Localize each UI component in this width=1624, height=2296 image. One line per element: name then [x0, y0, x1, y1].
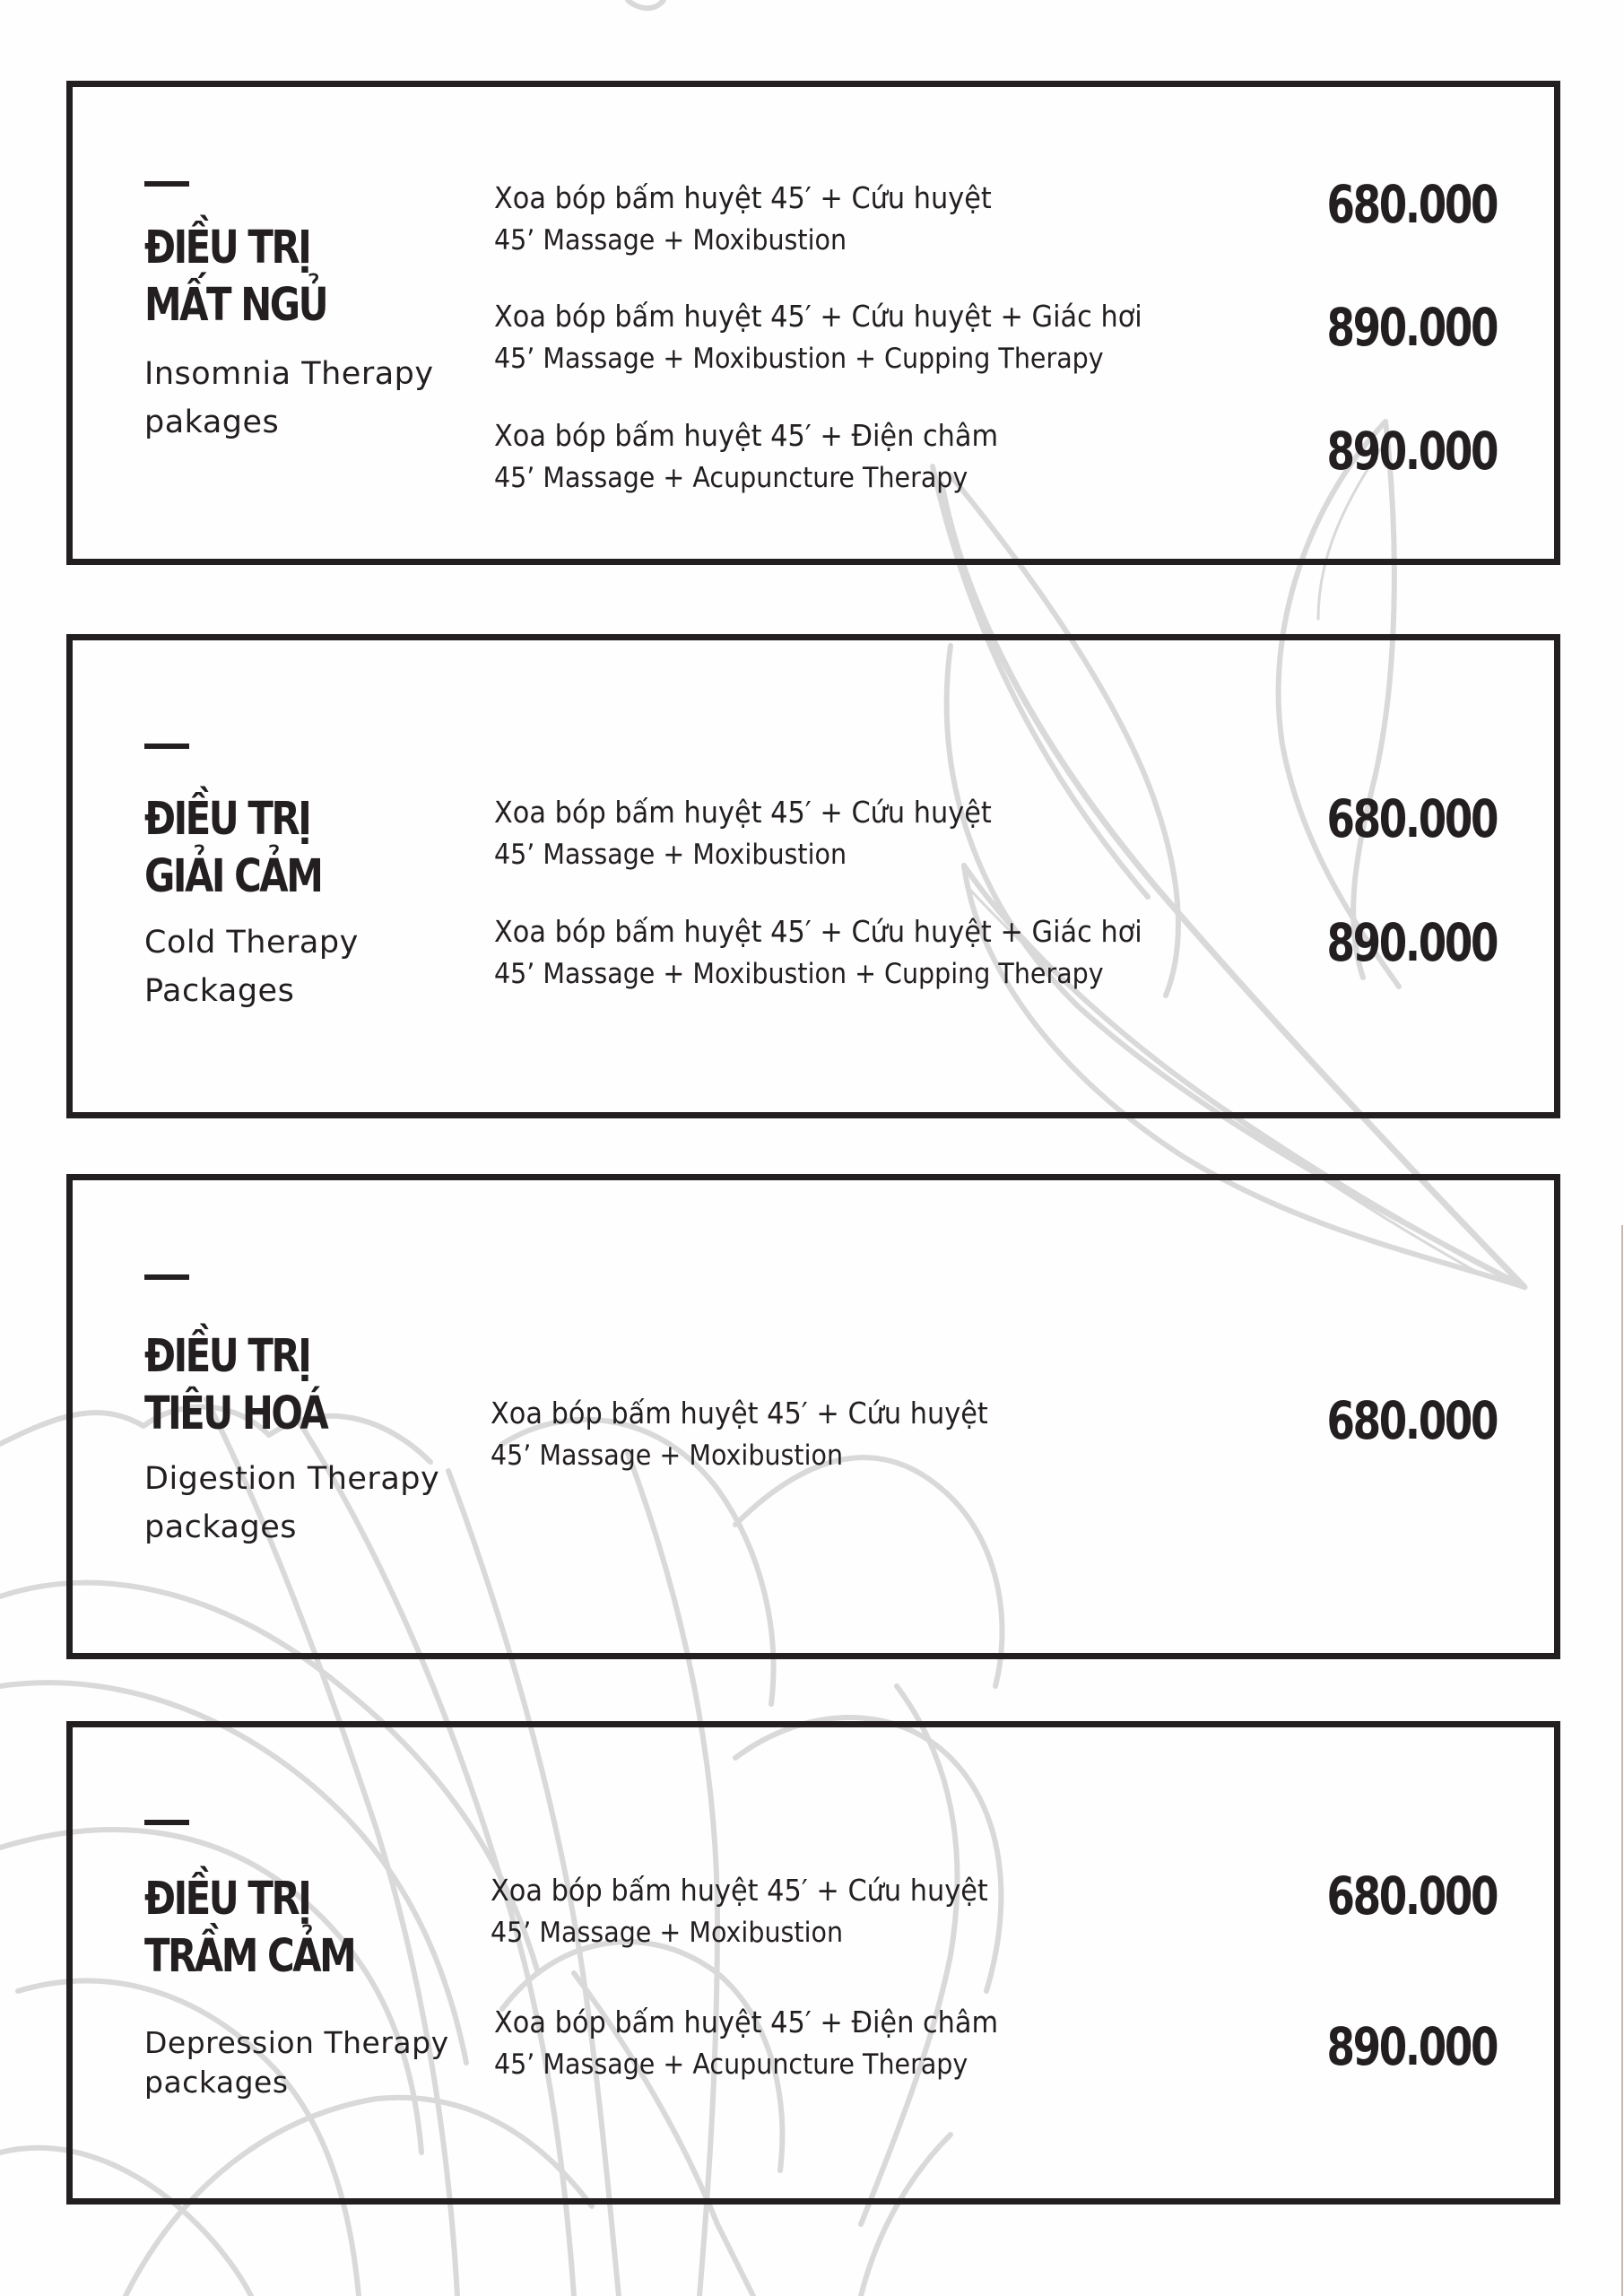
package-item — [494, 177, 1035, 261]
package-card-depression — [66, 1721, 1560, 2205]
package-item — [494, 414, 1042, 499]
item-name-vi: Xoa bóp bấm huyệt 45′ + Điện châm — [494, 418, 999, 453]
section-subtitle-line1: Insomnia Therapy — [144, 356, 434, 392]
item-name-en: 45’ Massage + Moxibustion — [491, 1439, 844, 1472]
section-subtitle — [144, 918, 359, 1015]
package-card-cold — [66, 634, 1560, 1118]
section-dash — [144, 1820, 189, 1825]
section-subtitle-line1: Digestion Therapy — [144, 1461, 440, 1497]
item-name-vi: Xoa bóp bấm huyệt 45′ + Điện châm — [494, 2005, 999, 2039]
section-title-line2: GIẢI CẢM — [144, 850, 322, 903]
item-price: 680.000 — [1326, 1866, 1497, 1926]
package-item — [491, 1869, 1031, 1953]
item-name-en: 45’ Massage + Acupuncture Therapy — [494, 2048, 968, 2081]
package-item — [494, 910, 1199, 995]
section-title — [144, 220, 326, 335]
section-title-line2: TIÊU HOÁ — [144, 1387, 327, 1440]
item-price: 890.000 — [1326, 2016, 1497, 2077]
package-item — [494, 791, 1035, 875]
section-title — [144, 1328, 326, 1443]
section-dash — [144, 1274, 189, 1280]
item-name-en: 45’ Massage + Moxibustion — [491, 1917, 844, 1949]
package-item — [491, 1392, 1031, 1476]
section-subtitle-line2: packages — [144, 1509, 297, 1545]
section-subtitle — [144, 2023, 449, 2102]
item-name-en: 45’ Massage + Moxibustion — [494, 224, 847, 257]
section-subtitle-line2: pakages — [144, 404, 280, 440]
item-name-vi: Xoa bóp bấm huyệt 45′ + Cứu huyệt — [494, 795, 992, 830]
section-subtitle — [144, 350, 434, 447]
section-subtitle-line1: Depression Therapy — [144, 2025, 449, 2060]
item-price: 680.000 — [1326, 1390, 1497, 1451]
item-name-vi: Xoa bóp bấm huyệt 45′ + Cứu huyệt + Giác hơi — [494, 914, 1142, 949]
section-subtitle-line1: Cold Therapy — [144, 925, 359, 961]
item-price: 890.000 — [1326, 912, 1497, 973]
section-title-line1: ĐIỀU TRỊ — [144, 793, 310, 846]
item-name-vi: Xoa bóp bấm huyệt 45′ + Cứu huyệt — [491, 1873, 988, 1908]
item-price: 890.000 — [1326, 421, 1497, 482]
item-name-en: 45’ Massage + Moxibustion + Cupping Therapy — [494, 958, 1104, 990]
section-subtitle-line2: Packages — [144, 973, 295, 1009]
item-name-en: 45’ Massage + Moxibustion — [494, 839, 847, 871]
section-title-line1: ĐIỀU TRỊ — [144, 222, 310, 274]
section-title-line1: ĐIỀU TRỊ — [144, 1873, 310, 1926]
package-card-insomnia — [66, 81, 1560, 565]
item-price: 680.000 — [1326, 174, 1497, 235]
section-subtitle — [144, 1455, 439, 1552]
section-title-line2: MẤT NGỦ — [144, 279, 327, 332]
item-price: 680.000 — [1326, 788, 1497, 849]
package-item — [494, 2001, 1042, 2085]
package-card-digestion — [66, 1174, 1560, 1659]
item-name-en: 45’ Massage + Acupuncture Therapy — [494, 462, 968, 494]
item-name-vi: Xoa bóp bấm huyệt 45′ + Cứu huyệt + Giác hơi — [494, 299, 1142, 334]
item-price: 890.000 — [1326, 297, 1497, 358]
section-title-line1: ĐIỀU TRỊ — [144, 1330, 310, 1383]
section-title-line2: TRẦM CẢM — [144, 1930, 355, 1983]
section-title — [144, 791, 321, 906]
section-subtitle-line2: packages — [144, 2065, 289, 2100]
section-dash — [144, 181, 189, 187]
section-title — [144, 1871, 354, 1986]
item-name-en: 45’ Massage + Moxibustion + Cupping Therapy — [494, 343, 1104, 375]
section-dash — [144, 744, 189, 749]
item-name-vi: Xoa bóp bấm huyệt 45′ + Cứu huyệt — [494, 180, 992, 215]
page-edge-line — [1621, 1225, 1623, 2296]
package-item — [494, 295, 1199, 379]
item-name-vi: Xoa bóp bấm huyệt 45′ + Cứu huyệt — [491, 1396, 988, 1431]
